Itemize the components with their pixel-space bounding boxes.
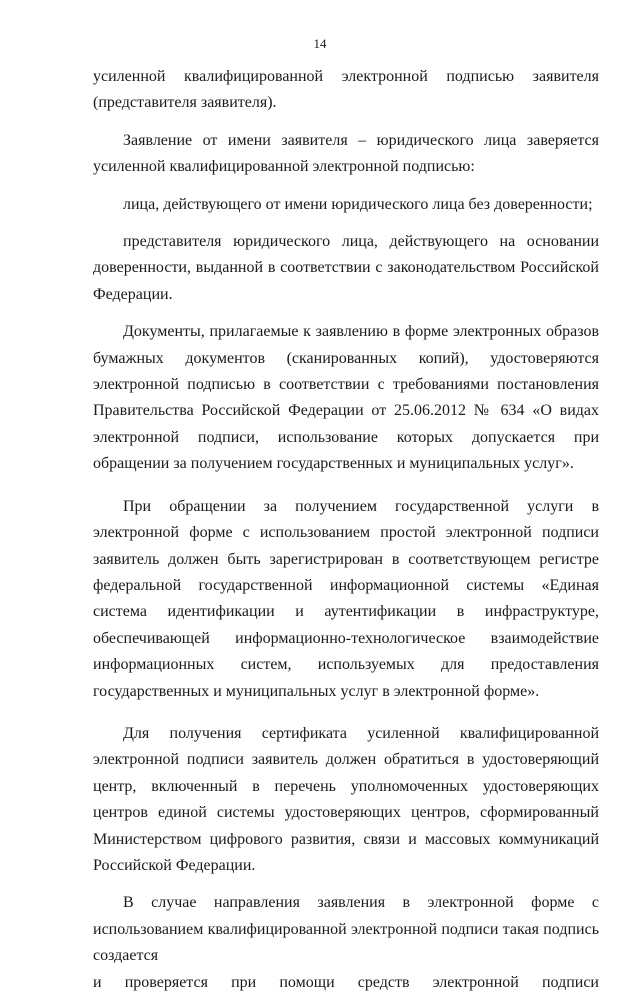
paragraph-5: Документы, прилагаемые к заявлению в форме электронных образов бумажных документов (сканированных копий), удостоверяются электронной подписью в соответствии с требованиями постановления Правительства Российской Федерации от 25.06.2012 № 634 «О видах электронной подписи, использование которых допускается при обращении за получением государственных и муниципальных услуг». (93, 323, 599, 473)
page-number: 14 (313, 36, 327, 51)
paragraph-3: лица, действующего от имени юридического лица без доверенности; (123, 195, 593, 213)
paragraph-4: представителя юридического лица, действующего на основании доверенности, выданной в соответствии с законодательством Российской Федерации. (93, 233, 599, 303)
paragraph-2: Заявление от имени заявителя – юридического лица заверяется усиленной квалифицированной электронной подписью: (93, 131, 599, 176)
document-body (93, 64, 599, 996)
paragraph-8: В случае направления заявления в электронной форме с использованием квалифицированной электронной подписи такая подпись создается (93, 894, 599, 965)
paragraph-8-continuation: и проверяется при помощи средств электронной подписи (93, 973, 599, 991)
paragraph-6: При обращении за получением государственной услуги в электронной форме с использованием простой электронной подписи заявитель должен быть зарегистрирован в соответствующем регистре федеральной государственной информационной системы «Единая система идентификации и аутентификации в инфраструктуре, обеспечивающей информационно-технологическое взаимодействие информационных систем, используемых для предоставления государственных и муниципальных услуг в электронной форме». (93, 497, 599, 700)
paragraph-7: Для получения сертификата усиленной квалифицированной электронной подписи заявитель должен обратиться в удостоверяющий центр, включенный в перечень уполномоченных удостоверяющих центров единой системы удостоверяющих центров, сформированный Министерством цифрового развития, связи и массовых коммуникаций Российской Федерации. (93, 724, 599, 874)
paragraph-1: усиленной квалифицированной электронной подписью заявителя (представителя заявителя). (93, 68, 599, 112)
